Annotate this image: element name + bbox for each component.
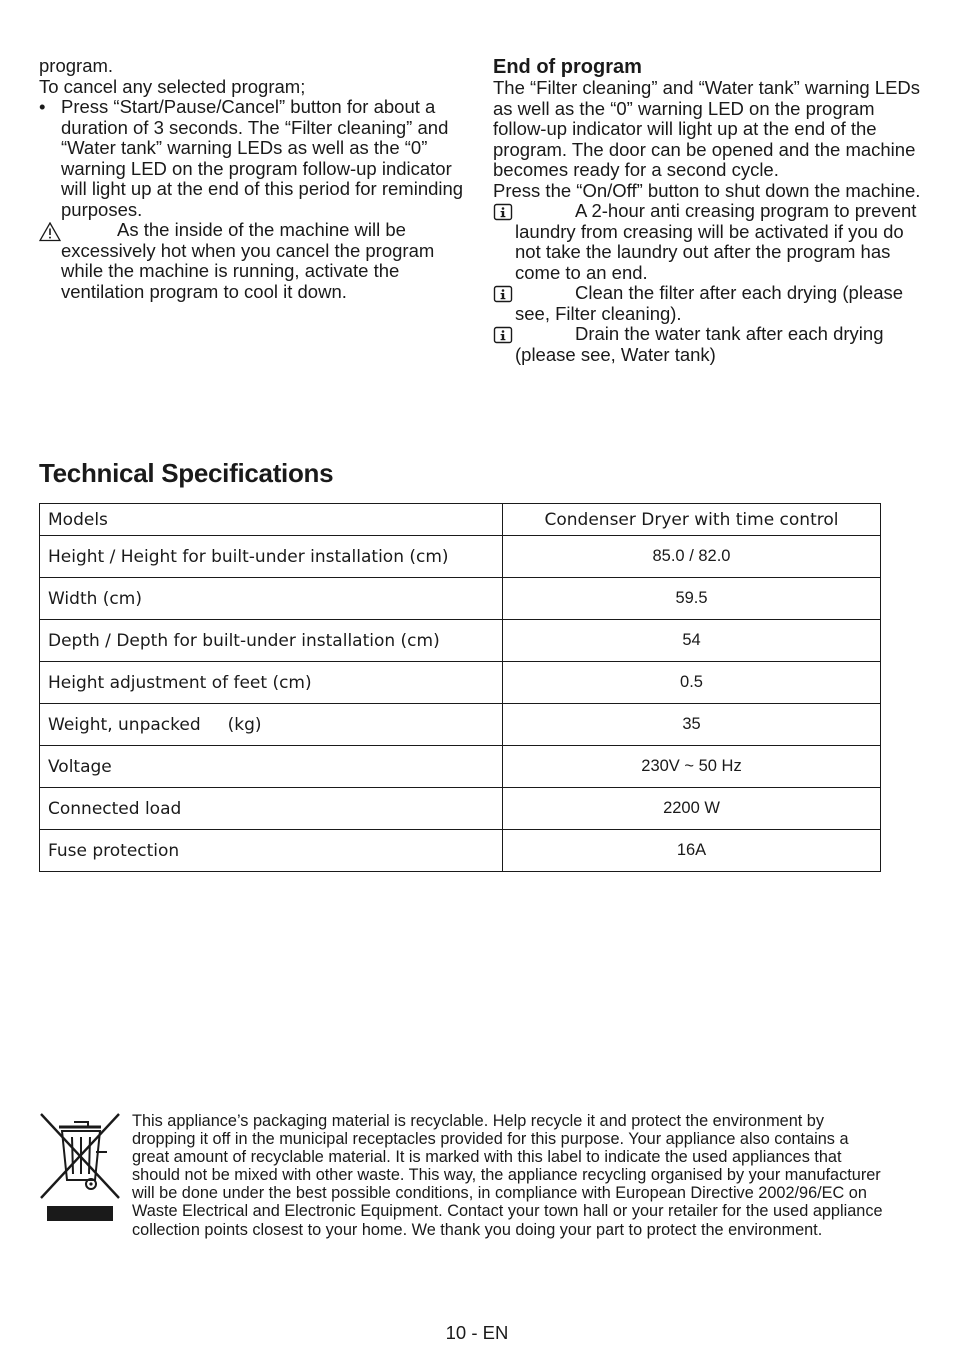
info-note-text: A 2-hour anti creasing program to prevent laundry from creasing will be activated if you do not take the laundry out after the program has come to an end.	[515, 200, 917, 283]
spec-value: Condenser Dryer with time control	[503, 504, 881, 536]
info-icon	[493, 285, 515, 305]
spec-label: Fuse protection	[40, 830, 503, 872]
info-note-water-tank	[493, 324, 928, 365]
bullet-dot: •	[39, 96, 46, 117]
table-row	[40, 620, 881, 662]
crossed-out-wheelie-bin-icon	[39, 1112, 123, 1224]
page-number: 10 - EN	[445, 1322, 509, 1343]
left-column	[39, 56, 469, 302]
cancel-intro: To cancel any selected program;	[39, 75, 306, 97]
cancel-bullet	[39, 97, 469, 220]
table-row	[40, 788, 881, 830]
spec-value: 35	[503, 704, 881, 746]
table-row	[40, 746, 881, 788]
spec-label: Connected load	[40, 788, 503, 830]
spec-label: Voltage	[40, 746, 503, 788]
spec-value: 54	[503, 620, 881, 662]
table-row	[40, 536, 881, 578]
warning-triangle-icon	[39, 222, 61, 242]
info-icon	[493, 326, 515, 346]
right-column	[493, 56, 928, 365]
spec-value: 85.0 / 82.0	[503, 536, 881, 578]
spec-label: Weight, unpacked (kg)	[40, 704, 503, 746]
spec-value: 16A	[503, 830, 881, 872]
end-of-program-heading: End of program	[493, 56, 642, 78]
end-of-program-paragraph: The “Filter cleaning” and “Water tank” warning LEDs as well as the “0” warning LED on the program follow-up indicator will light up at the end of the program. The door can be opened and the machine becomes ready for a second cycle.	[493, 77, 921, 180]
cancel-bullet-text: Press “Start/Pause/Cancel” button for about a duration of 3 seconds. The “Filter cleaning” and “Water tank” warning LEDs as well as the “0” warning LED on the program follow-up indicator will light up at the end of this period for reminding purposes.	[61, 96, 464, 220]
info-icon	[493, 203, 515, 223]
spec-label: Height / Height for built-under installation (cm)	[40, 536, 503, 578]
warning-note	[39, 220, 469, 302]
spec-label: Models	[40, 504, 503, 536]
spec-label: Height adjustment of feet (cm)	[40, 662, 503, 704]
spec-value: 230V ~ 50 Hz	[503, 746, 881, 788]
recycling-text: This appliance’s packaging material is recyclable. Help recycle it and protect the environment by dropping it off in the municipal receptacles provided for this purpose. Your appliance also contains a great amount of recyclable material. It is marked with this label to indicate the used appliances that should not be mixed with other waste. This way, the appliance recycling organised by your manufacturer will be done under the best possible conditions, in compliance with European Directive 2002/96/EC on Waste Electrical and Electronic Equipment. Contact your town hall or your retailer for the used appliance collection points closest to your home. We thank you doing your part to protect the environment.	[132, 1112, 883, 1239]
recycling-notice	[39, 1112, 884, 1239]
spec-label: Depth / Depth for built-under installation (cm)	[40, 620, 503, 662]
shutdown-paragraph: Press the “On/Off” button to shut down the machine.	[493, 179, 921, 201]
warning-text: As the inside of the machine will be excessively hot when you cancel the program while the machine is running, activate the ventilation program to cool it down.	[61, 219, 435, 302]
info-note-text: Drain the water tank after each drying (please see, Water tank)	[515, 323, 884, 365]
table-row	[40, 830, 881, 872]
spec-table	[39, 503, 881, 872]
spec-label: Width (cm)	[40, 578, 503, 620]
info-note-filter	[493, 283, 928, 324]
info-note-anti-creasing	[493, 201, 928, 283]
technical-specifications-title: Technical Specifications	[39, 458, 334, 488]
spec-value: 59.5	[503, 578, 881, 620]
spec-value: 0.5	[503, 662, 881, 704]
spec-value: 2200 W	[503, 788, 881, 830]
table-row	[40, 578, 881, 620]
table-row	[40, 504, 881, 536]
table-row	[40, 662, 881, 704]
info-note-text: Clean the filter after each drying (please see, Filter cleaning).	[515, 282, 904, 324]
table-row	[40, 704, 881, 746]
continuation-text: program.	[39, 55, 114, 76]
